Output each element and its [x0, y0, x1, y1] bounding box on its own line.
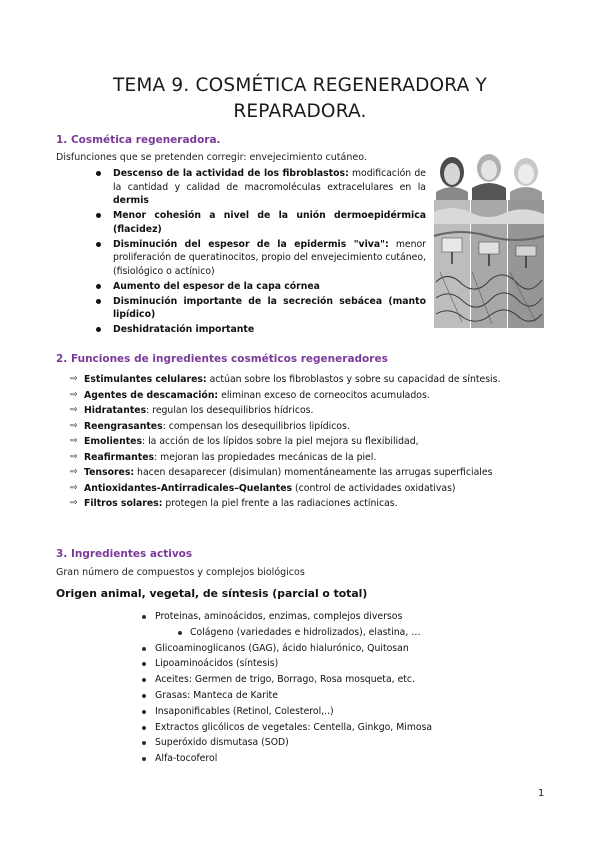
- function-item-text: protegen la piel frente a las radiaciones actínicas.: [162, 498, 398, 509]
- ingredient-item: Grasas: Manteca de Karite: [155, 688, 432, 704]
- origin-subheading: Origen animal, vegetal, de síntesis (parcial o total): [56, 587, 368, 600]
- title-line-2: REPARADORA.: [233, 101, 367, 122]
- arrow-bullet-icon: ⇨: [70, 498, 78, 508]
- arrow-bullet-icon: ⇨: [70, 389, 78, 400]
- dysfunction-item-title: Aumento del espesor de la capa córnea: [113, 280, 320, 292]
- ingredient-item: Aceites: Germen de trigo, Borrago, Rosa mosqueta, etc.: [155, 672, 432, 688]
- ingredient-item: Proteinas, aminoácidos, enzimas, complejos diversos: [155, 609, 432, 625]
- function-item-title: Filtros solares:: [84, 498, 163, 509]
- function-item-title: Antioxidantes-Antirradicales–Quelantes: [84, 482, 293, 494]
- arrow-bullet-icon: ⇨: [70, 405, 78, 415]
- function-item-text: : mejoran las propiedades mecánicas de la piel.: [154, 451, 377, 463]
- dysfunction-item-text: modificación de la cantidad y calidad de macromoléculas extracelulares en la: [113, 168, 426, 193]
- arrow-bullet-icon: ⇨: [70, 451, 78, 462]
- dysfunction-item: [113, 280, 426, 294]
- section-3-intro: Gran número de compuestos y complejos biológicos: [56, 567, 305, 578]
- function-item-text: hacen desaparecer (disimulan) momentáneamente las arrugas superficiales: [134, 467, 493, 478]
- function-item: [70, 372, 500, 388]
- ingredients-list: [155, 609, 432, 767]
- ingredient-item: Glicoaminoglicanos (GAG), ácido hialurónico, Quitosan: [155, 641, 432, 657]
- function-item: [70, 388, 500, 404]
- dysfunction-item: [113, 323, 426, 337]
- function-item-text: eliminan exceso de corneocitos acumulados.: [218, 389, 430, 401]
- function-item-title: Tensores:: [84, 467, 135, 478]
- title-line-1: TEMA 9. COSMÉTICA REGENERADORA Y: [112, 75, 488, 96]
- function-item-text: (control de actividades oxidativas): [292, 482, 456, 494]
- dysfunction-item-title: Disminución del espesor de la epidermis "viva":: [113, 238, 389, 250]
- arrow-bullet-icon: ⇨: [70, 482, 78, 493]
- function-item-text: : regulan los desequilibrios hídricos.: [146, 405, 314, 416]
- dysfunction-item: [113, 209, 426, 236]
- dysfunction-list: [113, 167, 426, 338]
- section-2-heading: 2. Funciones de ingredientes cosméticos regeneradores: [56, 353, 388, 365]
- function-item-title: Estimulantes celulares:: [84, 374, 207, 385]
- function-item: [70, 403, 500, 419]
- dysfunction-item: [113, 238, 426, 279]
- dysfunction-item: [113, 167, 426, 208]
- skin-aging-illustration-icon: [432, 152, 546, 330]
- function-item: [70, 496, 500, 512]
- arrow-bullet-icon: ⇨: [70, 467, 78, 477]
- ingredient-item: Alfa-tocoferol: [155, 751, 432, 767]
- page-title: [60, 73, 540, 125]
- function-item-title: Reengrasantes: [84, 420, 163, 432]
- function-item-text: actúan sobre los fibroblastos y sobre su capacidad de síntesis.: [206, 374, 501, 385]
- section-1-intro: Disfunciones que se pretenden corregir: envejecimiento cutáneo.: [56, 152, 367, 163]
- function-item: [70, 434, 500, 450]
- function-item-title: Emolientes: [84, 436, 143, 447]
- ingredient-item: Superóxido dismutasa (SOD): [155, 735, 432, 751]
- functions-list: [70, 372, 500, 512]
- dysfunction-item-title: Descenso de la actividad de los fibroblastos:: [113, 168, 349, 179]
- section-1-heading: 1. Cosmética regeneradora.: [56, 134, 221, 146]
- page-number: 1: [538, 788, 545, 799]
- dysfunction-item-term: dermis: [113, 195, 149, 206]
- ingredient-item: Lipoaminoácidos (síntesis): [155, 656, 432, 672]
- ingredient-item: Colágeno (variedades e hidrolizados), elastina, …: [155, 625, 432, 641]
- function-item-title: Hidratantes: [84, 405, 147, 416]
- function-item-text: : compensan los desequilibrios lipídicos.: [162, 420, 350, 432]
- section-3-heading: 3. Ingredientes activos: [56, 548, 193, 560]
- dysfunction-item-title: Menor cohesión a nivel de la unión dermoepidérmica (flacidez): [113, 210, 426, 235]
- function-item: [70, 419, 500, 435]
- function-item: [70, 450, 500, 466]
- arrow-bullet-icon: ⇨: [70, 374, 78, 384]
- dysfunction-item-title: Disminución importante de la secreción sebácea (manto lipídico): [113, 295, 426, 320]
- function-item: [70, 481, 500, 497]
- arrow-bullet-icon: ⇨: [70, 420, 78, 431]
- arrow-bullet-icon: ⇨: [70, 436, 78, 446]
- function-item-title: Agentes de descamación:: [84, 389, 219, 401]
- dysfunction-item-text: menor proliferación de queratinocitos, propio del envejecimiento cutáneo, (fisiológico o actínico): [113, 238, 426, 277]
- ingredient-item: Insaponificables (Retinol, Colesterol,..): [155, 704, 432, 720]
- ingredient-item: Extractos glicólicos de vegetales: Centella, Ginkgo, Mimosa: [155, 720, 432, 736]
- dysfunction-item: [113, 295, 426, 322]
- dysfunction-item-title: Deshidratación importante: [113, 324, 255, 335]
- function-item: [70, 465, 500, 481]
- function-item-title: Reafirmantes: [84, 451, 155, 463]
- function-item-text: : la acción de los lípidos sobre la piel mejora su flexibilidad,: [142, 436, 419, 447]
